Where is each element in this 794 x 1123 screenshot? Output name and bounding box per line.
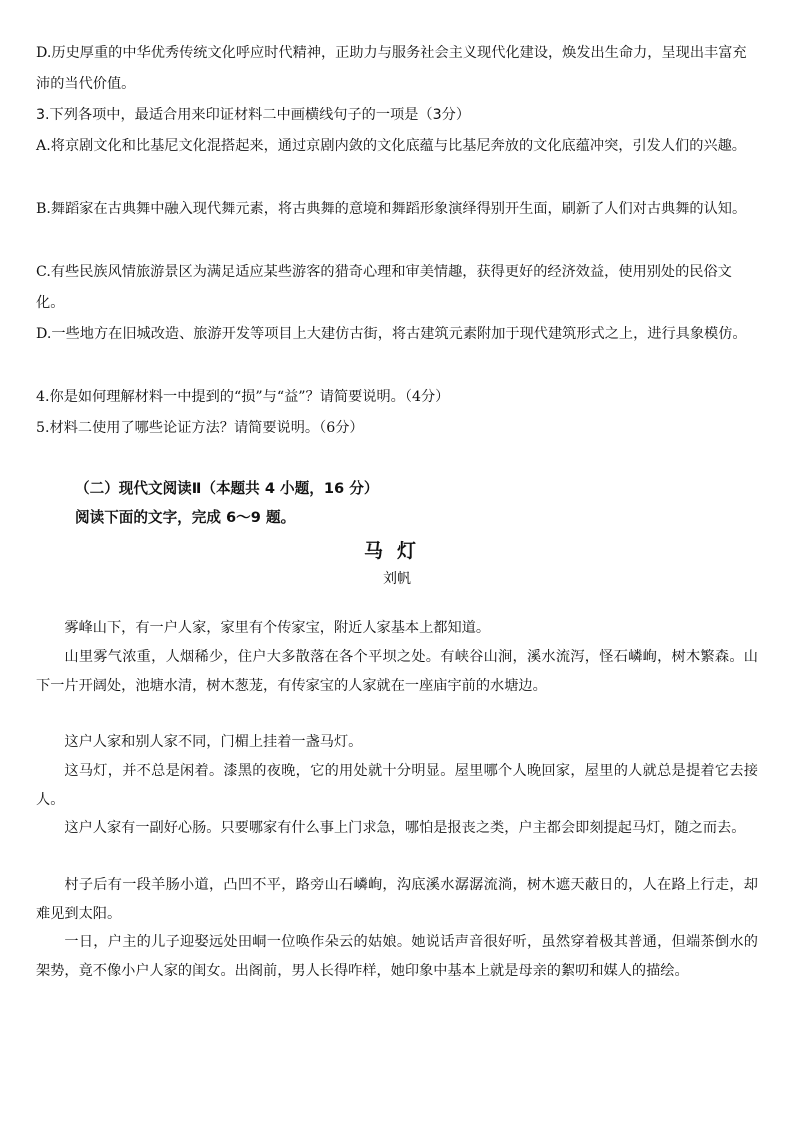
section-heading: （二）现代文阅读Ⅱ（本题共 4 小题，16 分） (75, 480, 379, 497)
story-author: 刘帆 (383, 571, 411, 587)
question-5: 5.材料二使用了哪些论证方法？请简要说明。（6分） (36, 420, 364, 436)
story-paragraph: 这户人家和别人家不同，门楣上挂着一盏马灯。 (64, 734, 363, 750)
story-paragraph: 这户人家有一副好心肠。只要哪家有什么事上门求急，哪怕是报丧之类，户主都会即刻提起马灯，随之而去。 (64, 820, 746, 836)
story-title: 马灯 (363, 540, 430, 562)
question-4: 4.你是如何理解材料一中提到的“损”与“益”？请简要说明。（4分） (36, 389, 450, 405)
story-paragraph: 村子后有一段羊肠小道，凸凹不平，路旁山石嶙峋，沟底溪水潺潺流淌，树木遮天蔽日的，人在路上行走，却难见到太阳。 (36, 877, 758, 922)
question-3-option-b: B.舞蹈家在古典舞中融入现代舞元素，将古典舞的意境和舞蹈形象演绎得别开生面，刷新了人们对古典舞的认知。 (36, 201, 747, 217)
section-instruction: 阅读下面的文字，完成 6～9 题。 (75, 509, 296, 526)
story-paragraph: 雾峰山下，有一户人家，家里有个传家宝，附近人家基本上都知道。 (64, 620, 491, 636)
story-paragraph: 山里雾气浓重，人烟稀少，住户大多散落在各个平坝之处。有峡谷山涧，溪水流泻，怪石嶙峋，树木繁森。山下一片开阔处，池塘水清，树木葱茏，有传家宝的人家就在一座庙宇前的水塘边。 (36, 649, 758, 694)
option-d-previous: D.历史厚重的中华优秀传统文化呼应时代精神，正助力与服务社会主义现代化建设，焕发出生命力，呈现出丰富充沛的当代价值。 (36, 45, 747, 92)
question-3-option-c: C.有些民族风情旅游景区为满足适应某些游客的猎奇心理和审美情趣，获得更好的经济效益，使用别处的民俗文化。 (36, 264, 732, 311)
story-paragraph: 一日，户主的儿子迎娶远处田峒一位唤作朵云的姑娘。她说话声音很好听，虽然穿着极其普通，但端茶倒水的架势，竟不像小户人家的闺女。出阁前，男人长得咋样，她印象中基本上就是母亲的絮叨和媒人的描绘。 (36, 934, 758, 979)
question-3-stem: 3.下列各项中，最适合用来印证材料二中画横线句子的一项是（3分） (36, 107, 471, 123)
question-3-option-d: D.一些地方在旧城改造、旅游开发等项目上大建仿古街，将古建筑元素附加于现代建筑形式之上，进行具象模仿。 (36, 326, 747, 342)
story-paragraph: 这马灯，并不总是闲着。漆黑的夜晚，它的用处就十分明显。屋里哪个人晚回家，屋里的人就总是提着它去接人。 (36, 763, 758, 808)
question-3-option-a: A.将京剧文化和比基尼文化混搭起来，通过京剧内敛的文化底蕴与比基尼奔放的文化底蕴冲突，引发人们的兴趣。 (36, 138, 746, 154)
